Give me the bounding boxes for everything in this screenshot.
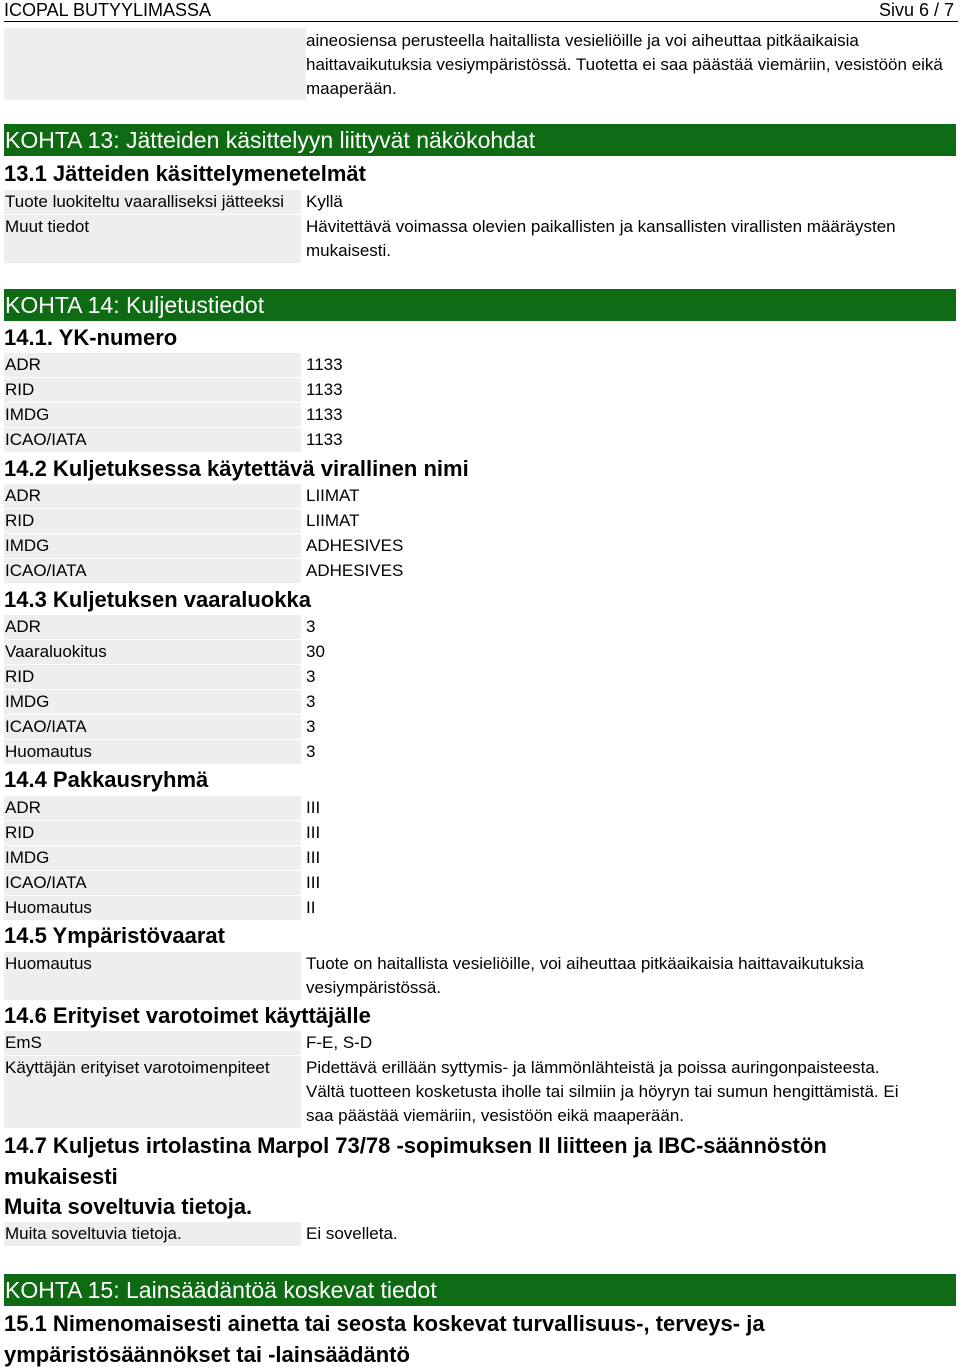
row-value: III bbox=[306, 798, 321, 817]
row-label: IMDG bbox=[4, 403, 301, 427]
row-value: Ei sovelleta. bbox=[306, 1224, 398, 1243]
row-label: RID bbox=[4, 821, 301, 845]
page-number: Sivu 6 / 7 bbox=[878, 0, 954, 20]
row-value: 3 bbox=[306, 717, 316, 736]
subsection-14-4-heading: 14.4 Pakkausryhmä bbox=[4, 767, 209, 792]
row-label: Muut tiedot bbox=[4, 215, 301, 263]
row-label: RID bbox=[4, 665, 301, 689]
continued-text-row bbox=[4, 28, 956, 100]
document-title: ICOPAL BUTYYLIMASSA bbox=[4, 0, 212, 20]
row-label: IMDG bbox=[4, 690, 301, 714]
row-value: Pidettävä erillään syttymis- ja lämmönlähteistä ja poissa auringonpaisteesta. Vältä tuotteen kosketusta iholle tai silmiin ja höyryn tai sumun hengittämistä. Ei saa päästää viemäriin, vesistöön eikä maaperään. bbox=[306, 1058, 899, 1125]
row-value: Hävitettävä voimassa olevien paikallisten ja kansallisten virallisten määräysten mukaisesti. bbox=[306, 217, 896, 260]
row-label: Käyttäjän erityiset varotoimenpiteet bbox=[4, 1056, 301, 1128]
section-13-heading: KOHTA 13: Jätteiden käsittelyyn liittyvät näkökohdat bbox=[4, 124, 956, 156]
subsection-14-7-heading: 14.7 Kuljetus irtolastina Marpol 73/78 -sopimuksen II liitteen ja IBC-säännöstön mukaisesti bbox=[4, 1133, 827, 1189]
row-label: Huomautus bbox=[4, 952, 301, 1000]
section-14-heading: KOHTA 14: Kuljetustiedot bbox=[4, 289, 956, 321]
row-label: RID bbox=[4, 378, 301, 402]
row-value: LIIMAT bbox=[306, 511, 360, 530]
row-value: 30 bbox=[306, 642, 325, 661]
row-label: IMDG bbox=[4, 846, 301, 870]
row-label: EmS bbox=[4, 1031, 301, 1055]
row-label: Vaaraluokitus bbox=[4, 640, 301, 664]
row-label: Huomautus bbox=[4, 740, 301, 764]
subsection-14-3-heading: 14.3 Kuljetuksen vaaraluokka bbox=[4, 587, 311, 612]
row-value: Kyllä bbox=[306, 192, 343, 211]
page-header bbox=[4, 0, 958, 22]
subsection-14-2-heading: 14.2 Kuljetuksessa käytettävä virallinen nimi bbox=[4, 456, 469, 481]
section-15-heading: KOHTA 15: Lainsäädäntöä koskevat tiedot bbox=[4, 1274, 956, 1306]
row-value: 1133 bbox=[306, 355, 343, 374]
row-value: 1133 bbox=[306, 380, 343, 399]
subsection-15-1-heading: 15.1 Nimenomaisesti ainetta tai seosta koskevat turvallisuus-, terveys- ja ympäristösäännökset tai -lainsäädäntö bbox=[4, 1311, 765, 1367]
row-label: ICAO/IATA bbox=[4, 871, 301, 895]
row-value: II bbox=[306, 898, 316, 917]
row-value: 1133 bbox=[306, 430, 343, 449]
row-label: RID bbox=[4, 509, 301, 533]
row-value: 3 bbox=[306, 617, 316, 636]
row-value: F-E, S-D bbox=[306, 1033, 373, 1052]
row-value: 3 bbox=[306, 742, 316, 761]
row-label: Tuote luokiteltu vaaralliseksi jätteeksi bbox=[4, 190, 301, 214]
row-value: III bbox=[306, 823, 321, 842]
subsection-14-6-heading: 14.6 Erityiset varotoimet käyttäjälle bbox=[4, 1003, 371, 1028]
continued-text: aineosiensa perusteella haitallista vesieliöille ja voi aiheuttaa pitkäaikaisia haittavaikutuksia vesiympäristössä. Tuotetta ei saa päästää viemäriin, vesistöön eikä maaperään. bbox=[306, 28, 956, 100]
subsection-14-5-heading: 14.5 Ympäristövaarat bbox=[4, 923, 225, 948]
subsection-other-heading: Muita soveltuvia tietoja. bbox=[4, 1194, 253, 1219]
row-label: ADR bbox=[4, 796, 301, 820]
row-label: Huomautus bbox=[4, 896, 301, 920]
row-value: Tuote on haitallista vesieliöille, voi aiheuttaa pitkäaikaisia haittavaikutuksia vesiympäristössä. bbox=[306, 954, 864, 997]
subsection-14-1-heading: 14.1. YK-numero bbox=[4, 325, 178, 350]
row-value: ADHESIVES bbox=[306, 536, 404, 555]
row-label: ADR bbox=[4, 353, 301, 377]
row-value: III bbox=[306, 873, 321, 892]
row-value: 3 bbox=[306, 692, 316, 711]
row-value: ADHESIVES bbox=[306, 561, 404, 580]
row-value: LIIMAT bbox=[306, 486, 360, 505]
row-value: 1133 bbox=[306, 405, 343, 424]
row-label: ADR bbox=[4, 615, 301, 639]
row-label: ICAO/IATA bbox=[4, 715, 301, 739]
row-value: 3 bbox=[306, 667, 316, 686]
row-value: III bbox=[306, 848, 321, 867]
row-label: IMDG bbox=[4, 534, 301, 558]
row-label: ICAO/IATA bbox=[4, 428, 301, 452]
subsection-13-1-heading: 13.1 Jätteiden käsittelymenetelmät bbox=[4, 161, 366, 186]
row-label: ICAO/IATA bbox=[4, 559, 301, 583]
row-label: ADR bbox=[4, 484, 301, 508]
row-label: Muita soveltuvia tietoja. bbox=[4, 1222, 301, 1246]
